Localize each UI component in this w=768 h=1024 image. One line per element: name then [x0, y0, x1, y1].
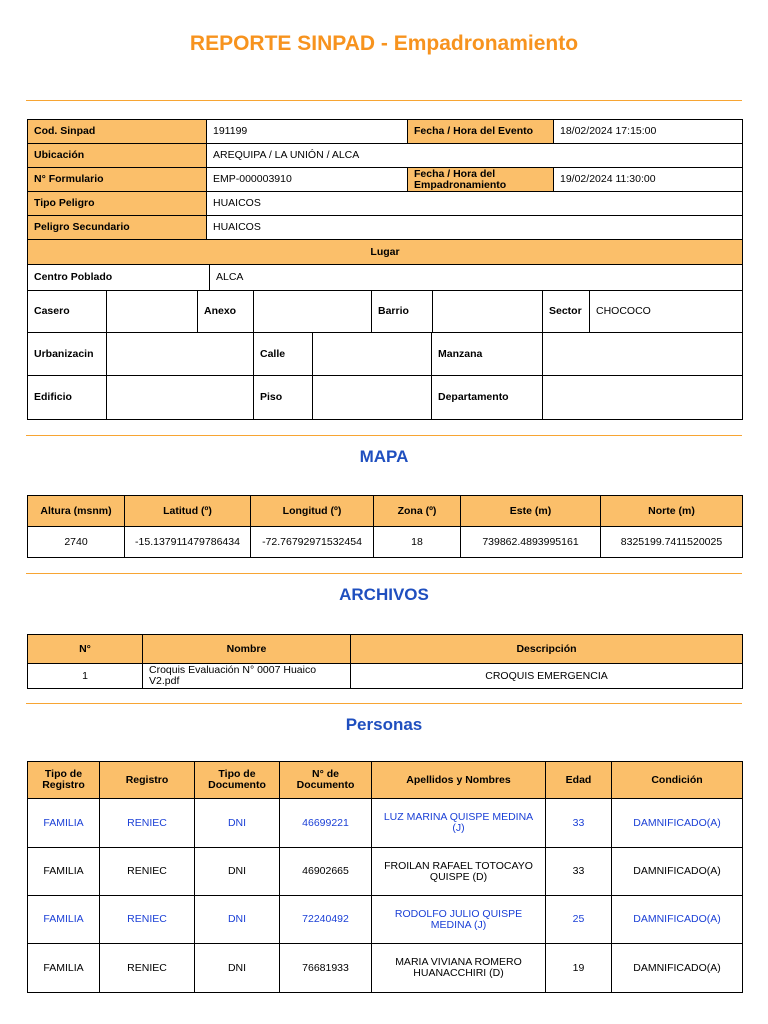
- lugar-header: Lugar: [27, 239, 743, 265]
- persona-cell-nombres: LUZ MARINA QUISPE MEDINA (J): [371, 798, 546, 848]
- divider: [26, 703, 742, 704]
- mapa-cell-zona: 18: [373, 526, 461, 558]
- fecha-emp-label: Fecha / Hora del Empadronamiento: [407, 167, 554, 192]
- persona-cell-nombres: RODOLFO JULIO QUISPE MEDINA (J): [371, 895, 546, 944]
- persona-cell-registro: RENIEC: [99, 798, 195, 848]
- persona-cell-tipo-registro: FAMILIA: [27, 943, 100, 993]
- fecha-evento-label: Fecha / Hora del Evento: [407, 119, 554, 144]
- archivos-section-title: ARCHIVOS: [339, 585, 429, 604]
- mapa-header-norte: Norte (m): [600, 495, 743, 527]
- edificio-value: [106, 375, 254, 420]
- formulario-label: N° Formulario: [27, 167, 207, 192]
- persona-cell-condicion: DAMNIFICADO(A): [611, 847, 743, 896]
- mapa-header-longitud: Longitud (º): [250, 495, 374, 527]
- centro-poblado-label: Centro Poblado: [27, 264, 210, 291]
- archivos-header-nombre: Nombre: [142, 634, 351, 664]
- archivos-header-numero: N°: [27, 634, 143, 664]
- persona-cell-condicion: DAMNIFICADO(A): [611, 895, 743, 944]
- departamento-value: [542, 375, 743, 420]
- cod-sinpad-label: Cod. Sinpad: [27, 119, 207, 144]
- archivos-cell-numero: 1: [27, 663, 143, 689]
- ubicacion-label: Ubicación: [27, 143, 207, 168]
- urbanizacion-label: Urbanizacin: [27, 332, 107, 376]
- calle-value: [312, 332, 432, 376]
- mapa-header-este: Este (m): [460, 495, 601, 527]
- persona-cell-registro: RENIEC: [99, 895, 195, 944]
- tipo-peligro-value: HUAICOS: [206, 191, 743, 216]
- persona-cell-tipo-registro: FAMILIA: [27, 798, 100, 848]
- divider: [26, 435, 742, 436]
- caserio-value: [106, 290, 198, 333]
- personas-header-registro: Registro: [99, 761, 195, 799]
- formulario-value: EMP-000003910: [206, 167, 408, 192]
- personas-section-title: Personas: [345, 715, 423, 734]
- piso-value: [312, 375, 432, 420]
- divider: [26, 573, 742, 574]
- personas-header-nombres: Apellidos y Nombres: [371, 761, 546, 799]
- fecha-evento-value: 18/02/2024 17:15:00: [553, 119, 743, 144]
- persona-cell-registro: RENIEC: [99, 943, 195, 993]
- archivos-header-descripcion: Descripción: [350, 634, 743, 664]
- persona-cell-edad: 33: [545, 847, 612, 896]
- mapa-header-latitud: Latitud (º): [124, 495, 251, 527]
- ubicacion-value: AREQUIPA / LA UNIÓN / ALCA: [206, 143, 743, 168]
- departamento-label: Departamento: [431, 375, 543, 420]
- persona-cell-tipo-registro: FAMILIA: [27, 895, 100, 944]
- persona-cell-documento: 76681933: [279, 943, 372, 993]
- personas-header-documento: N° de Documento: [279, 761, 372, 799]
- manzana-value: [542, 332, 743, 376]
- piso-label: Piso: [253, 375, 313, 420]
- report-title: REPORTE SINPAD - Empadronamiento: [189, 32, 579, 55]
- sector-label: Sector: [542, 290, 590, 333]
- divider: [26, 100, 742, 101]
- persona-cell-documento: 46902665: [279, 847, 372, 896]
- persona-cell-registro: RENIEC: [99, 847, 195, 896]
- tipo-peligro-label: Tipo Peligro: [27, 191, 207, 216]
- persona-cell-tipo-documento: DNI: [194, 943, 280, 993]
- mapa-cell-latitud: -15.137911479786434: [124, 526, 251, 558]
- mapa-cell-norte: 8325199.7411520025: [600, 526, 743, 558]
- anexo-label: Anexo: [197, 290, 254, 333]
- persona-cell-edad: 25: [545, 895, 612, 944]
- peligro-secundario-value: HUAICOS: [206, 215, 743, 240]
- manzana-label: Manzana: [431, 332, 543, 376]
- persona-cell-edad: 33: [545, 798, 612, 848]
- barrio-label: Barrio: [371, 290, 433, 333]
- mapa-header-zona: Zona (º): [373, 495, 461, 527]
- persona-cell-tipo-documento: DNI: [194, 798, 280, 848]
- persona-cell-condicion: DAMNIFICADO(A): [611, 943, 743, 993]
- caserio-label: Casero: [27, 290, 107, 333]
- persona-cell-condicion: DAMNIFICADO(A): [611, 798, 743, 848]
- archivos-cell-descripcion: CROQUIS EMERGENCIA: [350, 663, 743, 689]
- persona-cell-edad: 19: [545, 943, 612, 993]
- mapa-cell-longitud: -72.76792971532454: [250, 526, 374, 558]
- urbanizacion-value: [106, 332, 254, 376]
- persona-cell-nombres: FROILAN RAFAEL TOTOCAYO QUISPE (D): [371, 847, 546, 896]
- persona-cell-tipo-documento: DNI: [194, 847, 280, 896]
- edificio-label: Edificio: [27, 375, 107, 420]
- personas-header-edad: Edad: [545, 761, 612, 799]
- mapa-cell-altura: 2740: [27, 526, 125, 558]
- peligro-secundario-label: Peligro Secundario: [27, 215, 207, 240]
- centro-poblado-value: ALCA: [209, 264, 743, 291]
- barrio-value: [432, 290, 543, 333]
- mapa-header-altura: Altura (msnm): [27, 495, 125, 527]
- fecha-emp-value: 19/02/2024 11:30:00: [553, 167, 743, 192]
- calle-label: Calle: [253, 332, 313, 376]
- personas-header-condicion: Condición: [611, 761, 743, 799]
- persona-cell-documento: 46699221: [279, 798, 372, 848]
- mapa-section-title: MAPA: [359, 447, 409, 466]
- personas-header-tipo-documento: Tipo de Documento: [194, 761, 280, 799]
- cod-sinpad-value: 191199: [206, 119, 408, 144]
- archivos-cell-nombre[interactable]: Croquis Evaluación N° 0007 Huaico V2.pdf: [142, 663, 351, 689]
- persona-cell-tipo-registro: FAMILIA: [27, 847, 100, 896]
- mapa-cell-este: 739862.4893995161: [460, 526, 601, 558]
- sector-value: CHOCOCO: [589, 290, 743, 333]
- persona-cell-documento: 72240492: [279, 895, 372, 944]
- anexo-value: [253, 290, 372, 333]
- persona-cell-nombres: MARIA VIVIANA ROMERO HUANACCHIRI (D): [371, 943, 546, 993]
- personas-header-tipo-registro: Tipo de Registro: [27, 761, 100, 799]
- persona-cell-tipo-documento: DNI: [194, 895, 280, 944]
